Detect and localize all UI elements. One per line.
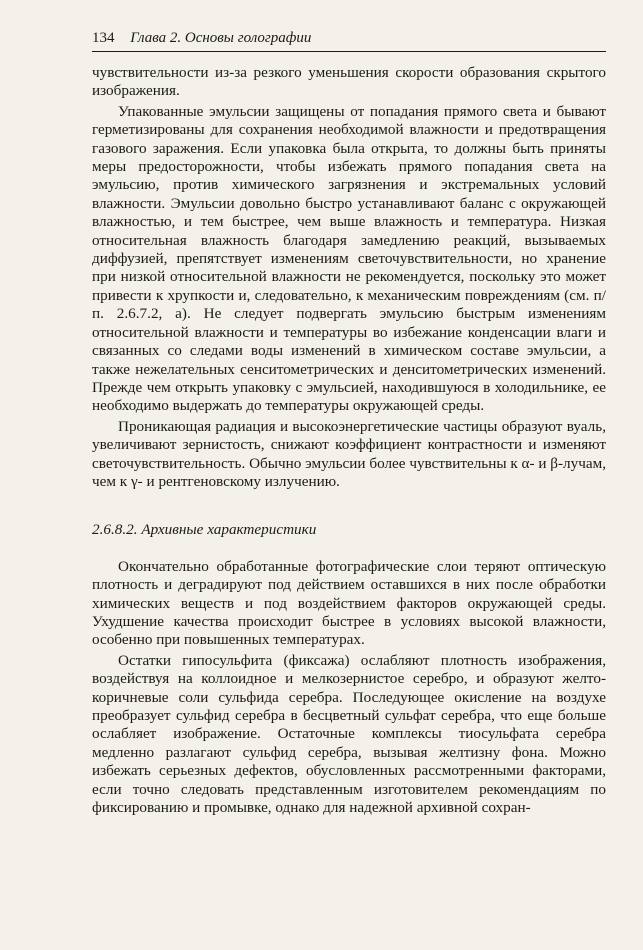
paragraph-hypo-residue: Остатки гипосульфита (фиксажа) ослабляют плотность изображения, воздействуя на коллоидное и мелкозернистое серебро, и образуют желто-коричневые соли сульфида серебра. Последующее окисление на воздухе преобразует сульфид серебра в бесцветный сульфат серебра, что еще больше ослабляет изображение. Остаточные комплексы тиосульфата серебра медленно разлагают сульфид серебра, вызывая желтизну фона. Можно избежать серьезных дефектов, обусловленных рассмотренными факторами, если точно следовать представленным изготовителем рекомендациям по фиксированию и промывке, однако для надежной архивной сохран- xyxy=(92,651,606,817)
page-number: 134 xyxy=(92,30,115,46)
text-block xyxy=(92,64,606,819)
header-rule xyxy=(92,51,606,52)
running-head xyxy=(92,30,606,52)
paragraph-radiation: Проникающая радиация и высокоэнергетические частицы образуют вуаль, увеличивают зернистость, снижают коэффициент контрастности и изменяют светочувствительность. Обычно эмульсии более чувствительны к α- и β-лучам, чем к γ- и рентгеновскому излучению. xyxy=(92,417,606,490)
paragraph-archival-degradation: Окончательно обработанные фотографические слои теряют оптическую плотность и деградируют под действием оставшихся в них после обработки химических веществ и под воздействием факторов окружающей среды. Ухудшение качества происходит быстрее в условиях высокой влажности, особенно при повышенных температурах. xyxy=(92,557,606,649)
chapter-title: Глава 2. Основы голографии xyxy=(130,30,312,46)
paragraph-packaged-emulsions: Упакованные эмульсии защищены от попадания прямого света и бывают герметизированы для сохранения необходимой влажности и предотвращения газового заражения. Если упаковка была открыта, то должны быть приняты меры предосторожности, чтобы избежать прямого попадания света на эмульсию, против химического загрязнения и экстремальных условий влажности. Эмульсии довольно быстро устанавливают баланс с окружающей влажностью, и тем быстрее, чем выше влажность и температура. Низкая относительная влажность благодаря замедлению реакций, вызываемых диффузией, препятствует изменениям светочувствительности, но хранение при низкой относительной влажности не рекомендуется, поскольку это может привести к хрупкости и, следовательно, к механическим повреждениям (см. п/п. 2.6.7.2, а). Не следует подвергать эмульсию быстрым изменениям относительной влажности и температуры во избежание конденсации влаги и связанных со следами воды изменений в химическом составе эмульсии, а также нежелательных сенситометрических и денситометрических изменений. Прежде чем открыть упаковку с эмульсией, находившуюся в холодильнике, ее необходимо выдержать до температуры окружающей среды. xyxy=(92,102,606,415)
subsection-heading: 2.6.8.2. Архивные характеристики xyxy=(92,521,317,539)
paragraph-continuation: чувствительности из-за резкого уменьшения скорости образования скрытого изображения. xyxy=(92,64,606,100)
